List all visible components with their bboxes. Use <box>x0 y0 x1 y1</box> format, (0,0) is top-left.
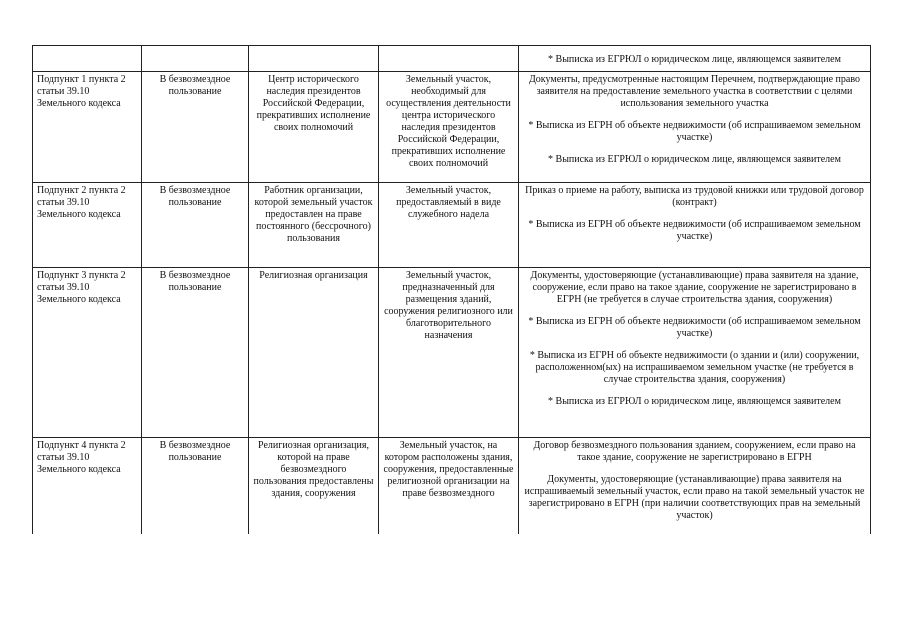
table-row <box>33 72 871 183</box>
document-item: Документы, удостоверяющие (устанавливающие) права заявителя на здание, сооружение, если право на такое здание, сооружение не зарегистрировано в ЕГРН (не требуется в случае строительства здания, сооружения) <box>530 270 859 305</box>
table-row <box>33 438 871 534</box>
subject-cell: Религиозная организация, которой на праве безвозмездного пользования предоставлены здания, сооружения <box>249 438 379 534</box>
right-cell <box>142 46 249 72</box>
right-cell: В безвозмездное пользование <box>142 72 249 183</box>
right-cell: В безвозмездное пользование <box>142 438 249 534</box>
basis-cell <box>33 46 142 72</box>
subject-cell: Работник организации, которой земельный участок предоставлен на праве постоянного (бессрочного) пользования <box>249 183 379 268</box>
subject-cell: Центр исторического наследия президентов Российской Федерации, прекративших исполнение своих полномочий <box>249 72 379 183</box>
document-item: * Выписка из ЕГРЮЛ о юридическом лице, являющемся заявителем <box>548 396 841 407</box>
basis-cell: Подпункт 2 пункта 2 статьи 39.10 Земельного кодекса <box>33 183 142 268</box>
right-cell: В безвозмездное пользование <box>142 268 249 438</box>
plot-cell: Земельный участок, на котором расположены здания, сооружения, предоставленные религиозной организации на праве безвозмездного <box>379 438 519 534</box>
document-item: * Выписка из ЕГРН об объекте недвижимости (об испрашиваемом земельном участке) <box>528 219 861 242</box>
document-item: * Выписка из ЕГРЮЛ о юридическом лице, являющемся заявителем <box>548 54 841 65</box>
document-item: Документы, предусмотренные настоящим Перечнем, подтверждающие право заявителя на предоставление земельного участка в соответствии с целями использования земельного участка <box>528 74 860 109</box>
document-item: Договор безвозмездного пользования зданием, сооружением, если право на такое здание, сооружение не зарегистрировано в ЕГРН <box>533 440 856 463</box>
document-item: * Выписка из ЕГРН об объекте недвижимости (о здании и (или) сооружении, расположенном(ых) на испрашиваемом земельном участке (не требуется в случае строительства здания, сооружения) <box>529 350 860 385</box>
subject-cell <box>249 46 379 72</box>
plot-cell: Земельный участок, предназначенный для размещения зданий, сооружения религиозного или благотворительного назначения <box>379 268 519 438</box>
document-item: Приказ о приеме на работу, выписка из трудовой книжки или трудовой договор (контракт) <box>525 185 864 208</box>
document-item: * Выписка из ЕГРЮЛ о юридическом лице, являющемся заявителем <box>548 154 841 165</box>
documents-cell <box>519 183 871 268</box>
document-item: * Выписка из ЕГРН об объекте недвижимости (об испрашиваемом земельном участке) <box>528 316 861 339</box>
plot-cell: Земельный участок, необходимый для осуществления деятельности центра исторического наследия президентов Российской Федерации, прекративших исполнение своих полномочий <box>379 72 519 183</box>
documents-cell <box>519 72 871 183</box>
documents-cell <box>519 46 871 72</box>
document-item: * Выписка из ЕГРН об объекте недвижимости (об испрашиваемом земельном участке) <box>528 120 861 143</box>
basis-cell: Подпункт 4 пункта 2 статьи 39.10 Земельного кодекса <box>33 438 142 534</box>
table-row <box>33 183 871 268</box>
land-documents-table <box>32 45 871 534</box>
table-row <box>33 268 871 438</box>
plot-cell <box>379 46 519 72</box>
subject-cell: Религиозная организация <box>249 268 379 438</box>
plot-cell: Земельный участок, предоставляемый в виде служебного надела <box>379 183 519 268</box>
right-cell: В безвозмездное пользование <box>142 183 249 268</box>
basis-cell: Подпункт 1 пункта 2 статьи 39.10 Земельного кодекса <box>33 72 142 183</box>
documents-cell <box>519 268 871 438</box>
document-item: Документы, удостоверяющие (устанавливающие) права заявителя на испрашиваемый земельный участок, если право на такой земельный участок не зарегистрировано в ЕГРН (при наличии соответствующих прав на земельный участок) <box>524 474 865 521</box>
basis-cell: Подпункт 3 пункта 2 статьи 39.10 Земельного кодекса <box>33 268 142 438</box>
table-row <box>33 46 871 72</box>
documents-cell <box>519 438 871 534</box>
